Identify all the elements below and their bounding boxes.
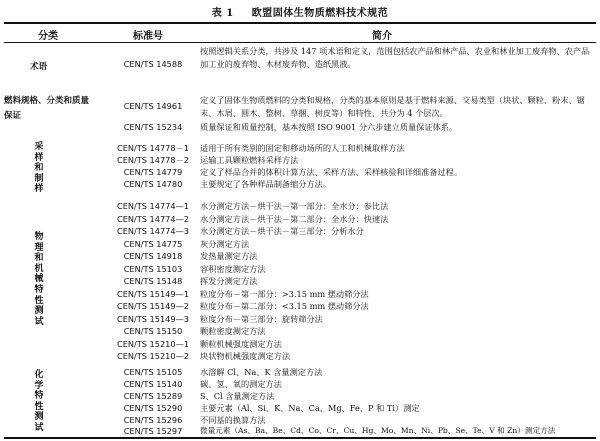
standard-summary: 容积密度测定方法 [200, 263, 266, 274]
standard-number: CEN/TS 15149—1 [116, 288, 190, 299]
standard-summary: 按照逻辑关系分类，共涉及 147 项术语和定义，范围包括农产品和林产品、农业和林业加工废弃物、农产品加工业的废弃物、木材废弃物、造纸黑液。 [200, 46, 590, 69]
category-sampling: 采样和制样 [34, 142, 44, 195]
standard-summary: 灰分测定方法 [200, 238, 250, 249]
standard-summary: 水分测定方法－烘干法－第一部分：全水分：参比法 [200, 201, 389, 211]
standard-summary: 粒度分布－第三部分：旋转筛分法 [200, 313, 323, 324]
standard-number: CEN/TS 14778－2 [116, 155, 190, 165]
category-chemical: 化学特性测试 [34, 370, 44, 433]
standard-number: CEN/TS 15289 [123, 391, 183, 401]
standard-summary: 块状物机械强度测定方法 [200, 351, 291, 361]
standard-summary: 挥发分测定方法 [200, 276, 258, 286]
standard-summary: 运输工具颗粒燃料采样方法 [200, 155, 299, 165]
standard-summary: S、Cl 含量测定方法 [200, 391, 275, 401]
header-standard: 标准号 [133, 31, 163, 42]
standard-summary: 碳、氢、氧的测定方法 [200, 379, 282, 389]
standard-number: CEN/TS 15140 [123, 379, 183, 389]
standard-summary: 粒度分布－第二部分：<3.15 mm 摆动筛分法 [200, 301, 369, 311]
standard-number: CEN/TS 15149—2 [116, 301, 190, 311]
standard-summary: 发热量测定方法 [200, 251, 258, 261]
standard-summary: 主要元素（Al、Si、K、Na、Ca、Mg、Fe、P 和 Ti）测定 [200, 403, 420, 413]
standard-number: CEN/TS 15297 [123, 426, 183, 436]
standard-number: CEN/TS 14961 [123, 101, 183, 111]
standard-number: CEN/TS 15210—2 [116, 351, 190, 361]
category-terminology: 术语 [30, 62, 48, 72]
standard-number: CEN/TS 15149—3 [116, 313, 190, 324]
standard-summary: 颗粒机械强度测定方法 [200, 338, 282, 349]
header-rule [4, 42, 596, 43]
standard-number: CEN/TS 15148 [123, 276, 183, 286]
standard-summary: 水分测定方法－烘干法－第二部分：全水分：快速法 [200, 213, 389, 224]
category-fuel-specification: 燃料规格、分类和质量保证 [4, 96, 90, 121]
standard-number: CEN/TS 15103 [123, 263, 183, 274]
standard-summary: 适用于所有类别的固定和移动场所的人工和机械取样方法 [200, 143, 405, 153]
bottom-rule [4, 437, 596, 439]
table-caption [0, 4, 600, 19]
standard-number: CEN/TS 14588 [123, 59, 183, 69]
standard-number: CEN/TS 15105 [123, 367, 183, 377]
standard-summary: 定义了固体生物质燃料的分类和规格，分类的基本原则是基于燃料来源、交易类型（块状、颗粒、粉末、锯末、木屑、圆木、整树、草捆、树皮等）和特性，共分为 4 个层次。 [200, 95, 585, 118]
standard-summary: 水分测定方法－烘干法－第三部分：分析水分 [200, 226, 364, 236]
standard-summary: 定义了样品合并的体积计算方法、采样方法、采样核验和详细准备过程。 [200, 167, 463, 177]
standard-number: CEN/TS 15150 [123, 326, 183, 336]
standard-summary: 颗粒密度测定方法 [200, 326, 266, 336]
standard-number: CEN/TS 14779 [123, 167, 183, 177]
standard-number: CEN/TS 14918 [123, 251, 183, 261]
standard-number: CEN/TS 15234 [123, 122, 183, 132]
standard-number: CEN/TS 14774—3 [116, 226, 190, 236]
standard-number: CEN/TS 15210—1 [116, 338, 190, 349]
top-rule [4, 22, 596, 24]
standard-summary: 不同基的换算方法 [200, 415, 266, 425]
standard-summary: 主要规定了各种样品制备缩分方法。 [200, 179, 332, 189]
standard-number: CEN/TS 15296 [123, 415, 183, 425]
standard-number: CEN/TS 14774—1 [116, 201, 190, 211]
standard-summary: 微量元素（As、Ba、Be、Cd、Co、Cr、Cu、Hg、Mo、Mn、Ni、Pb、Se、Te、V 和 Zn）测定方法 [200, 426, 556, 435]
standard-number: CEN/TS 14780 [123, 179, 183, 189]
standard-number: CEN/TS 14775 [123, 238, 183, 249]
standard-summary: 质量保证和质量控制，基本按照 ISO 9001 分六步建立质量保证体系。 [200, 122, 458, 132]
table-title: 欧盟固体生物质燃料技术规范 [251, 8, 389, 19]
standard-number: CEN/TS 14778－1 [116, 143, 190, 153]
header-summary: 简介 [372, 31, 392, 42]
standard-summary: 水溶解 Cl、Na、K 含量测定方法 [200, 367, 323, 377]
header-category: 分类 [38, 31, 58, 42]
category-physical-mechanical: 物理和机械特性测试 [34, 232, 44, 327]
table-number: 表 1 [211, 8, 234, 19]
standard-number: CEN/TS 15290 [123, 403, 183, 413]
standard-number: CEN/TS 14774—2 [116, 213, 190, 224]
standard-summary: 粒度分布－第一部分：>3.15 mm 摆动筛分法 [200, 288, 369, 299]
